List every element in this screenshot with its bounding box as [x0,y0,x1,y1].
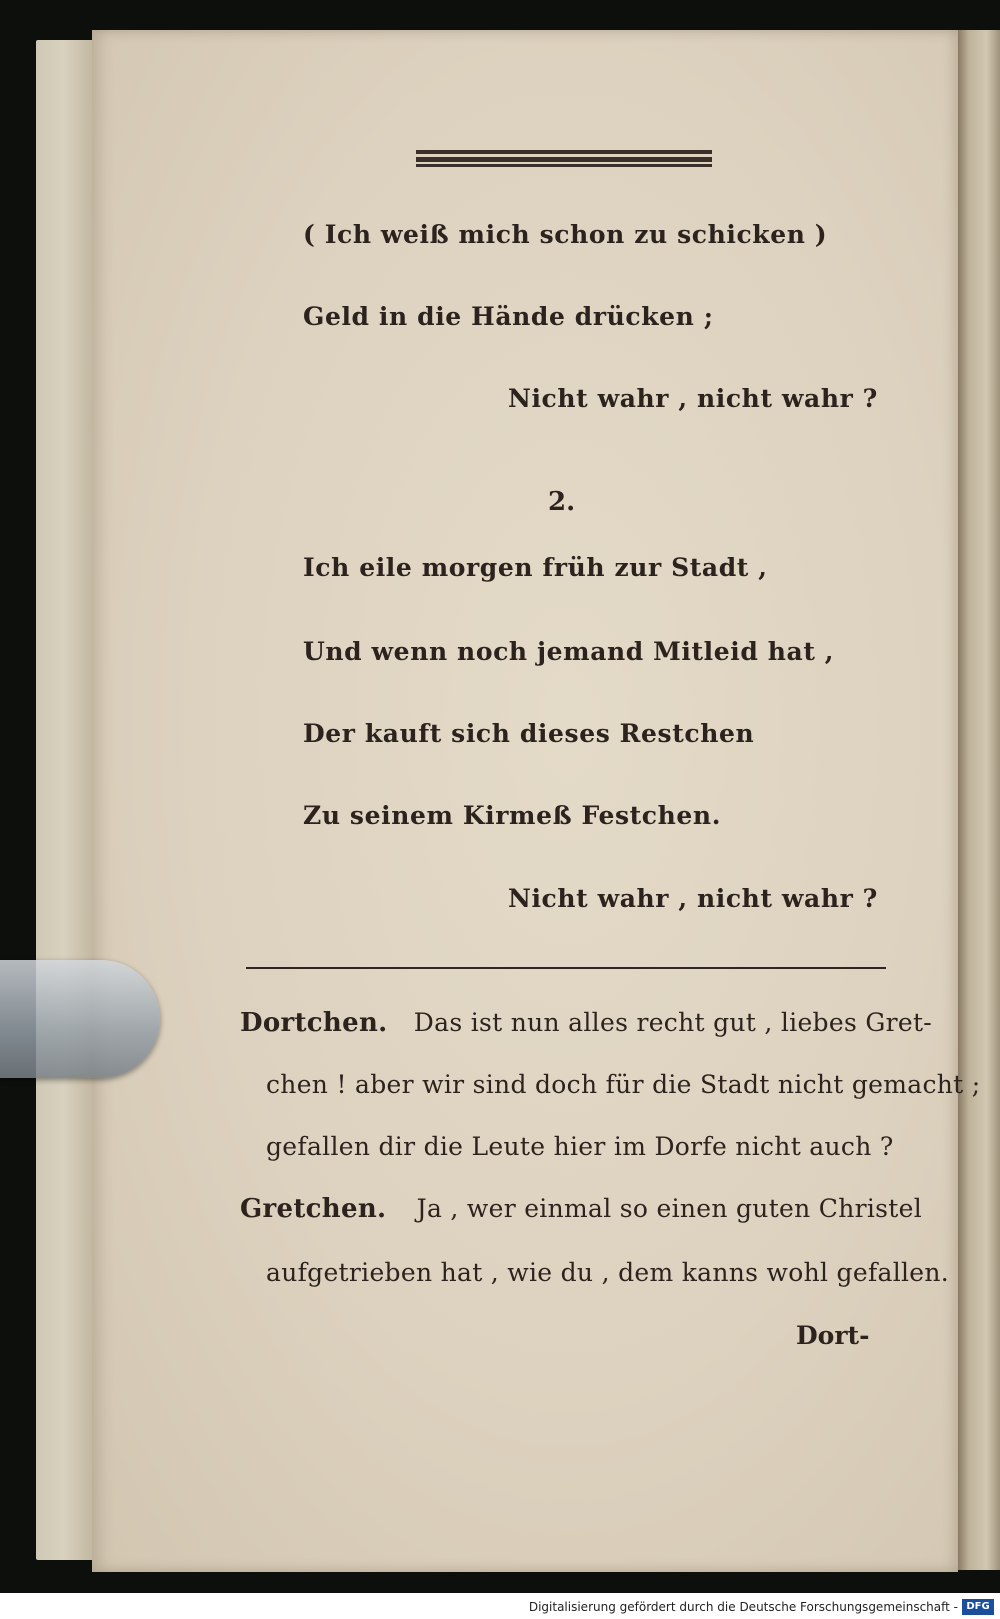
stanza-number: 2. [548,487,576,517]
ornamental-rule [416,150,712,168]
section-rule [246,967,886,969]
verse-line: Und wenn noch jemand Mitleid hat , [303,637,835,666]
dialogue-text: chen ! aber wir sind doch für die Stadt nicht gemacht ; [266,1070,981,1099]
footer-bar [0,1593,1000,1619]
verse-line: Zu seinem Kirmeß Festchen. [303,801,721,830]
verse-line: Ich eile morgen früh zur Stadt , [303,553,768,582]
dialogue-line [240,1194,922,1224]
book-spine-edge [955,30,1000,1570]
catchword: Dort- [796,1321,870,1350]
verse-refrain: Nicht wahr , nicht wahr ? [508,884,878,913]
funding-note: Digitalisierung gefördert durch die Deutsche Forschungsgemeinschaft - [528,1600,958,1614]
dialogue-text: Das ist nun alles recht gut , liebes Gret- [413,1008,933,1037]
speaker-name: Gretchen. [240,1194,387,1224]
dfg-logo[interactable]: DFG [962,1599,994,1615]
dialogue-text: gefallen dir die Leute hier im Dorfe nicht auch ? [266,1132,894,1161]
page-clip [0,960,160,1078]
verse-refrain: Nicht wahr , nicht wahr ? [508,384,878,413]
dialogue-text: aufgetrieben hat , wie du , dem kanns wohl gefallen. [266,1258,950,1287]
dialogue-text: Ja , wer einmal so einen guten Christel [416,1194,923,1223]
dialogue-line [240,1008,932,1038]
speaker-name: Dortchen. [240,1008,388,1038]
verse-line: ( Ich weiß mich schon zu schicken ) [303,220,828,249]
verse-line: Geld in die Hände drücken ; [303,302,714,331]
verse-line: Der kauft sich dieses Restchen [303,719,755,748]
